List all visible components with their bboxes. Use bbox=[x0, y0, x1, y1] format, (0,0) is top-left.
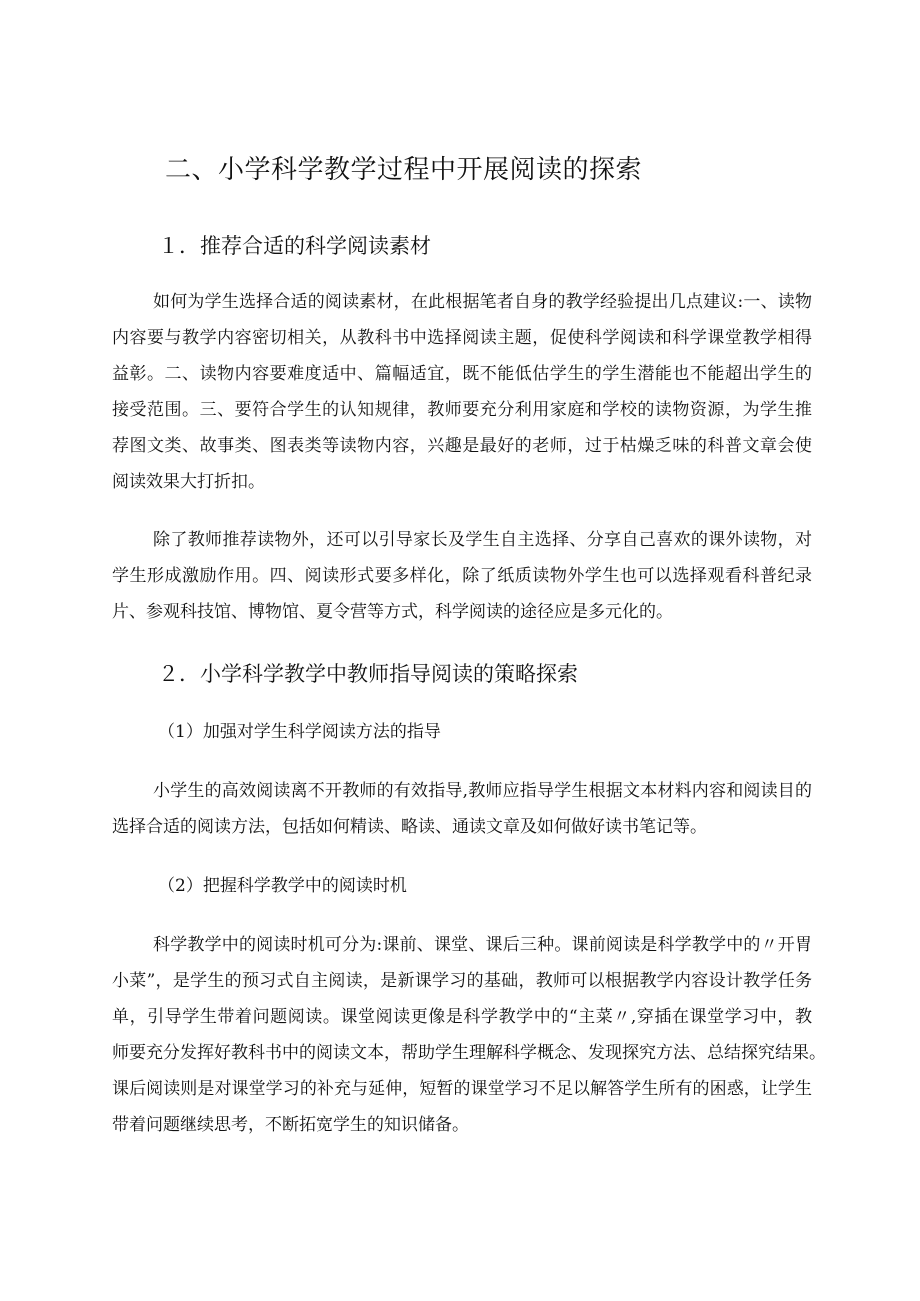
item-2-paragraph bbox=[112, 927, 826, 1143]
paragraph-line: 小学生的高效阅读离不开教师的有效指导,教师应指导学生根据文本材料内容和阅读目的 bbox=[153, 781, 812, 801]
item-1-title: （1）加强对学生科学阅读方法的指导 bbox=[158, 722, 441, 742]
item-2-title: （2）把握科学教学中的阅读时机 bbox=[158, 876, 407, 896]
paragraph-line: 片、参观科技馆、博物馆、夏令营等方式，科学阅读的途径应是多元化的。 bbox=[112, 602, 673, 622]
paragraph-line: 选择合适的阅读方法，包括如何精读、略读、通读文章及如何做好读书笔记等。 bbox=[112, 817, 707, 837]
paragraph-line: 师要充分发挥好教科书中的阅读文本，帮助学生理解科学概念、发现探究方法、总结探究结果。 bbox=[112, 1043, 826, 1063]
paragraph-line: 如何为学生选择合适的阅读素材，在此根据笔者自身的教学经验提出几点建议:一、读物 bbox=[153, 292, 812, 312]
paragraph-line: 单，引导学生带着问题阅读。课堂阅读更像是科学教学中的“主菜〃,穿插在课堂学习中，教 bbox=[112, 1007, 812, 1027]
paragraph-line: 科学教学中的阅读时机可分为:课前、课堂、课后三种。课前阅读是科学教学中的〃开胃 bbox=[153, 935, 812, 955]
paragraph-line: 内容要与教学内容密切相关，从教科书中选择阅读主题，促使科学阅读和科学课堂教学相得 bbox=[112, 328, 812, 348]
paragraph-line: 学生形成激励作用。四、阅读形式要多样化，除了纸质读物外学生也可以选择观看科普纪录 bbox=[112, 566, 812, 586]
paragraph-line: 荐图文类、故事类、图表类等读物内容，兴趣是最好的老师，过于枯燥乏味的科普文章会使 bbox=[112, 436, 812, 456]
item-1-paragraph bbox=[112, 773, 812, 845]
paragraph-line: 小菜”，是学生的预习式自主阅读，是新课学习的基础，教师可以根据教学内容设计教学任务 bbox=[112, 971, 812, 991]
paragraph-line: 课后阅读则是对课堂学习的补充与延伸，短暂的课堂学习不足以解答学生所有的困惑，让学生 bbox=[112, 1079, 812, 1099]
subsection-1-paragraph-1 bbox=[112, 284, 812, 500]
section-title: 二、小学科学教学过程中开展阅读的探索 bbox=[165, 155, 643, 185]
paragraph-line: 益彰。二、读物内容要难度适中、篇幅适宜，既不能低估学生的学生潜能也不能超出学生的 bbox=[112, 364, 812, 384]
paragraph-line: 带着问题继续思考，不断拓宽学生的知识储备。 bbox=[112, 1115, 469, 1135]
subsection-1-paragraph-2 bbox=[112, 522, 812, 630]
subsection-2-title: ２．小学科学教学中教师指导阅读的策略探索 bbox=[158, 662, 578, 686]
paragraph-line: 除了教师推荐读物外，还可以引导家长及学生自主选择、分享自己喜欢的课外读物，对 bbox=[153, 530, 812, 550]
paragraph-line: 接受范围。三、要符合学生的认知规律，教师要充分利用家庭和学校的读物资源，为学生推 bbox=[112, 400, 812, 420]
subsection-1-title: １．推荐合适的科学阅读素材 bbox=[158, 234, 431, 258]
paragraph-line: 阅读效果大打折扣。 bbox=[112, 472, 265, 492]
